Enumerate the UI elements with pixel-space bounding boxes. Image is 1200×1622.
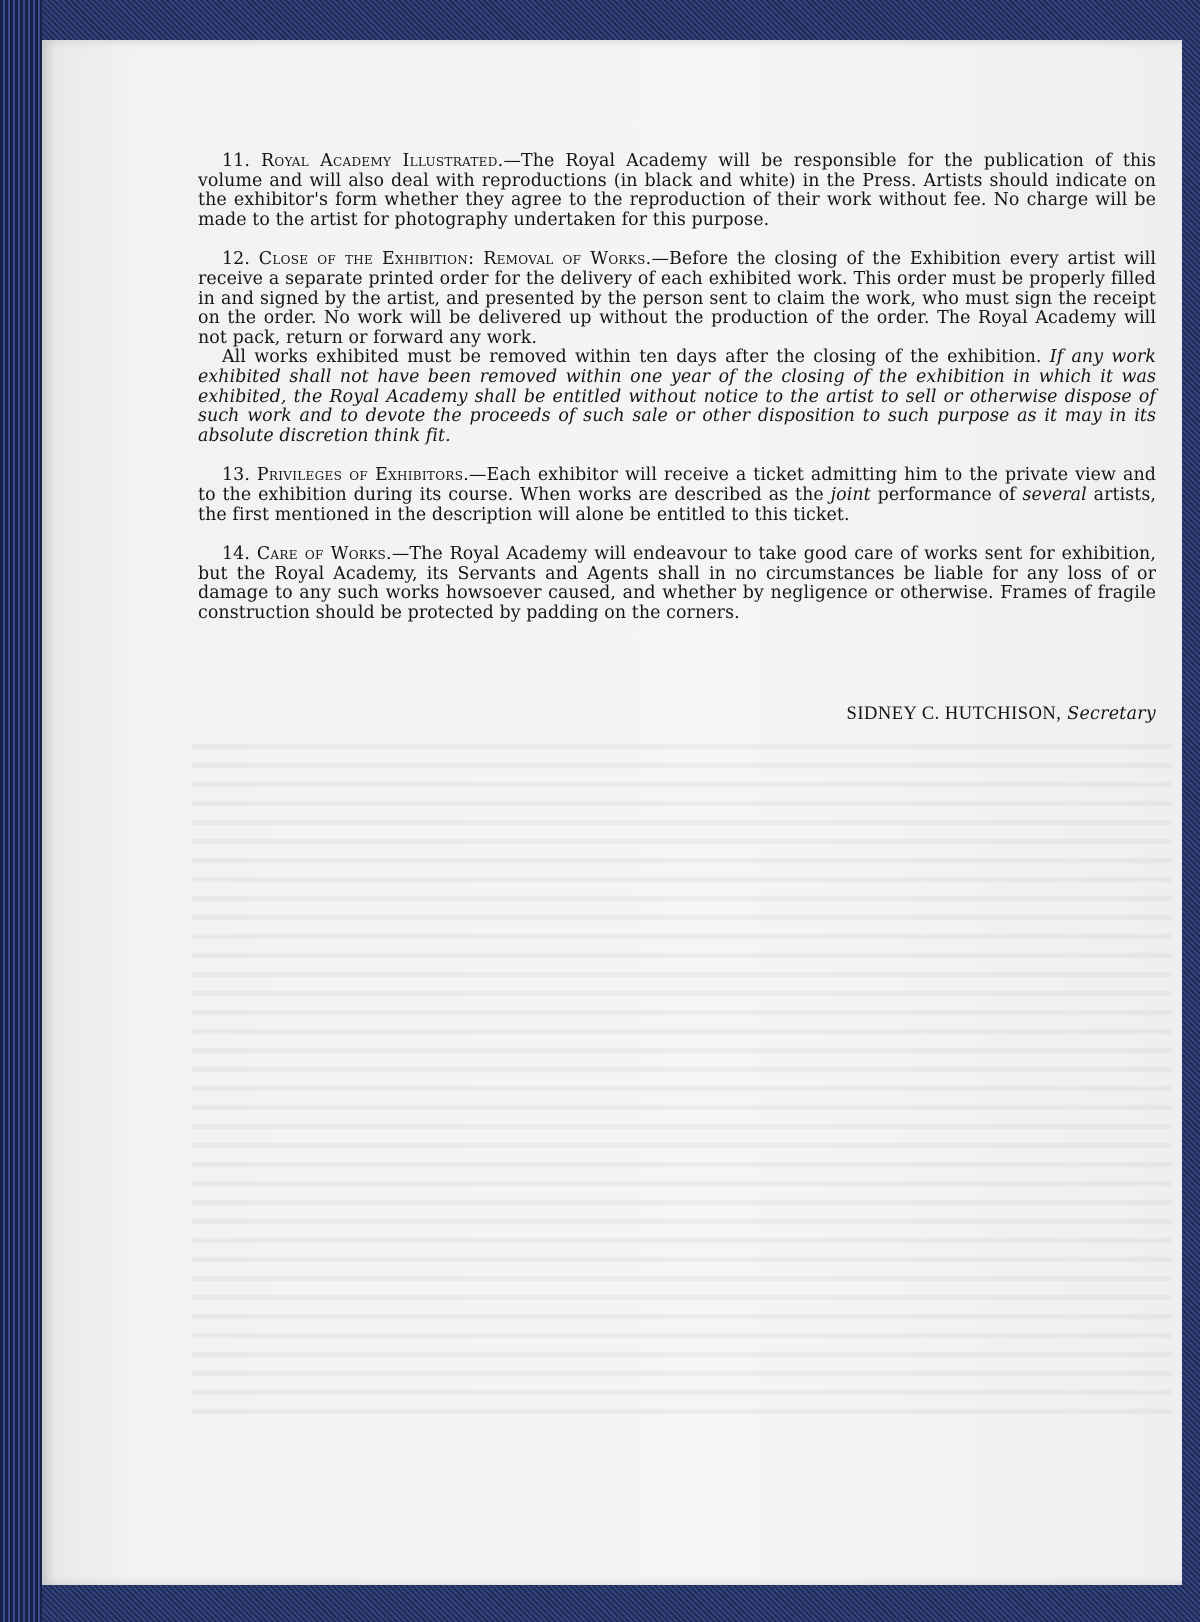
section-heading: Privileges of Exhibitors. [256, 465, 470, 486]
section-11 [198, 152, 1156, 230]
book-spine-edge [0, 0, 42, 1622]
section-14 [198, 545, 1156, 623]
section-heading: Close of the Exhibition: Removal of Works. [258, 249, 652, 270]
signatory-title: Secretary [1067, 704, 1156, 724]
section-body: performance of [877, 484, 1016, 505]
section-number: 12. [222, 249, 250, 270]
section-italic-clause: If any work exhibited shall not have been removed within one year of the closing of the exhibition in which it was exhibited, the Royal Academy shall be entitled without notice to the artist to sell or otherwise dispose of such work and to devote the proceeds of such sale or other disposition to such purpose as it may in its absolute discretion think fit. [198, 347, 1156, 446]
section-number: 11. [222, 151, 250, 171]
section-number: 13. [222, 465, 250, 486]
section-body: —The Royal Academy will endeavour to take good care of works sent for exhibition, but the Royal Academy, its Servants and Agents shall in no circumstances be liable for any loss of or damage to any such works howsoever caused, and whether by negligence or otherwise. Frames of fragile construction should be protected by padding on the corners. [198, 544, 1156, 623]
show-through-text [192, 730, 1172, 1420]
section-body: —The Royal Academy will be responsible for the publication of this volume and will also deal with reproductions (in black and white) in the Press. Artists should indicate on the exhibitor's form whether they agree to the reproduction of their work without fee. No charge will be made to the artist for photography undertaken for this purpose. [198, 151, 1157, 230]
section-heading: Royal Academy Illustrated. [260, 151, 504, 171]
section-body: —Each exhibitor will receive a ticket admitting him to the private view and to the exhibition during its course. When works are described as the [198, 465, 1156, 505]
section-body: artists, the first mentioned in the description will alone be entitled to this ticket. [198, 484, 1157, 525]
section-13 [198, 466, 1156, 525]
regulations-text [198, 152, 1156, 643]
section-body: —Before the closing of the Exhibition every artist will receive a separate printed order for the delivery of each exhibited work. This order must be properly filled in and signed by the artist, and presented by the person sent to claim the work, who must sign the receipt on the order. No work will be delivered up without the production of the order. The Royal Academy will not pack, return or forward any work. [198, 249, 1156, 348]
section-12 [198, 250, 1156, 446]
section-heading: Care of Works. [256, 544, 392, 565]
emphasis-several: several [1022, 484, 1087, 505]
signature-block [720, 704, 1156, 725]
signatory-name: SIDNEY C. HUTCHISON, [846, 704, 1062, 724]
section-number: 14. [222, 544, 250, 565]
emphasis-joint: joint [830, 484, 871, 505]
section-body-continued: All works exhibited must be removed within ten days after the closing of the exhibition. [222, 347, 1042, 368]
